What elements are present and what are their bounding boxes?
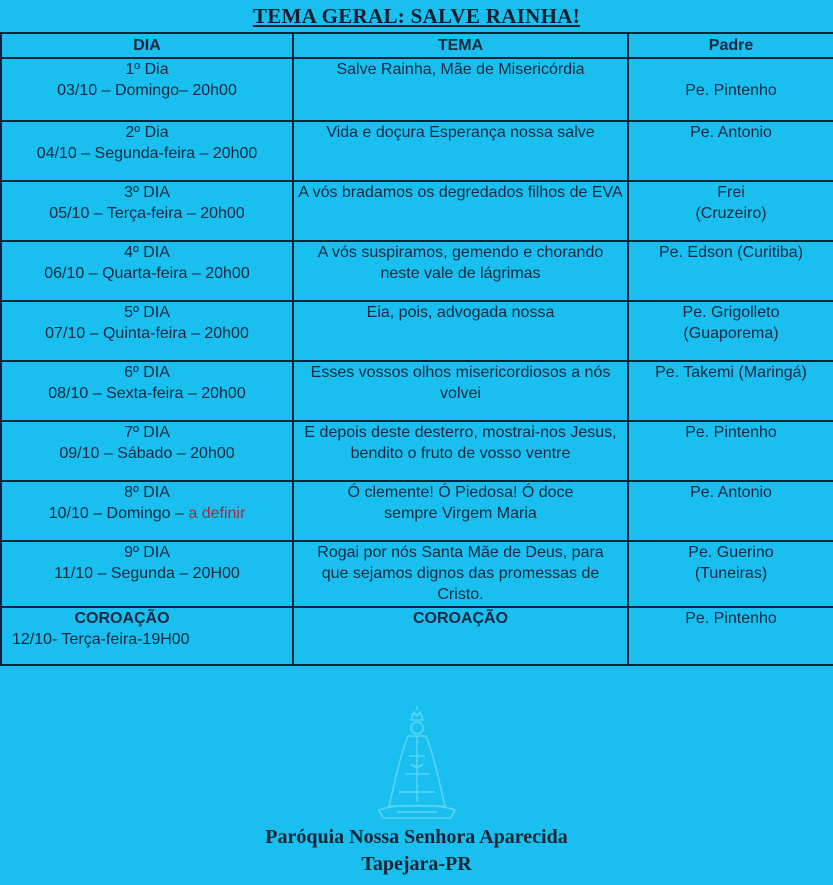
dia-label: 2º Dia (125, 124, 169, 141)
table-row (1, 121, 833, 181)
tema-cell: Esses vossos olhos misericordiosos a nós volvei (293, 361, 628, 421)
dia-label: 5º DIA (124, 304, 170, 321)
dia-cell (1, 58, 293, 121)
padre-cell: Pe. Grigolleto (Guaporema) (628, 301, 833, 361)
header-dia: DIA (1, 33, 293, 58)
padre-cell: Pe. Edson (Curitiba) (628, 241, 833, 301)
dia-date-line (6, 503, 288, 524)
padre-cell: Pe. Pintenho (628, 421, 833, 481)
dia-cell (1, 121, 293, 181)
dia-label: 9º DIA (124, 544, 170, 561)
tema-cell: Eia, pois, advogada nossa (293, 301, 628, 361)
dia-cell (1, 541, 293, 607)
dia-date: 07/10 – Quinta-feira – 20h00 (45, 325, 249, 342)
table-row (1, 481, 833, 541)
tema-cell: A vós bradamos os degredados filhos de EVA (293, 181, 628, 241)
our-lady-aparecida-logo (375, 706, 459, 824)
header-padre: Padre (628, 33, 833, 58)
tema-cell: Vida e doçura Esperança nossa salve (293, 121, 628, 181)
dia-label: 8º DIA (124, 484, 170, 501)
tema-cell: Salve Rainha, Mãe de Misericórdia (293, 58, 628, 121)
dia-label: 6º DIA (124, 364, 170, 381)
padre-cell: Pe. Antonio (628, 121, 833, 181)
padre-cell: Pe. Antonio (628, 481, 833, 541)
dia-date: 05/10 – Terça-feira – 20h00 (49, 205, 245, 222)
dia-date: 10/10 – Domingo – (48, 505, 184, 522)
schedule-table (0, 32, 833, 666)
coronation-label: COROAÇÃO (74, 610, 170, 627)
tema-cell: E depois deste desterro, mostrai-nos Jesus, bendito o fruto de vosso ventre (293, 421, 628, 481)
table-header-row (1, 33, 833, 58)
table-row (1, 181, 833, 241)
dia-date: 04/10 – Segunda-feira – 20h00 (36, 145, 258, 162)
dia-cell (1, 607, 293, 665)
dia-date: 08/10 – Sexta-feira – 20h00 (48, 385, 246, 402)
table-row (1, 541, 833, 607)
dia-cell (1, 361, 293, 421)
parish-city: Tapejara-PR (361, 853, 472, 875)
table-row (1, 301, 833, 361)
parish-name: Paróquia Nossa Senhora Aparecida (265, 826, 568, 848)
to-be-defined-note: a definir (188, 505, 246, 522)
dia-date: 03/10 – Domingo– 20h00 (57, 82, 237, 99)
table-row (1, 421, 833, 481)
dia-cell (1, 241, 293, 301)
coronation-tema: COROAÇÃO (293, 607, 628, 665)
tema-cell: A vós suspiramos, gemendo e chorando neste vale de lágrimas (293, 241, 628, 301)
padre-cell: Frei (Cruzeiro) (628, 181, 833, 241)
dia-label: 4º DIA (124, 244, 170, 261)
dia-label: 1º Dia (125, 61, 169, 78)
tema-cell: Rogai por nós Santa Mãe de Deus, para que sejamos dignos das promessas de Cristo. (293, 541, 628, 607)
padre-cell: Pe. Takemi (Maringá) (628, 361, 833, 421)
dia-date: 09/10 – Sábado – 20h00 (59, 445, 235, 462)
dia-cell (1, 301, 293, 361)
padre-cell: Pe. Pintenho (628, 58, 833, 121)
header-tema: TEMA (293, 33, 628, 58)
dia-label: 3º DIA (124, 184, 170, 201)
coronation-padre: Pe. Pintenho (628, 607, 833, 665)
dia-cell (1, 481, 293, 541)
table-row (1, 361, 833, 421)
page-title: TEMA GERAL: SALVE RAINHA! (252, 4, 581, 28)
coronation-date: 12/10- Terça-feira-19H00 (12, 631, 190, 648)
dia-label: 7º DIA (124, 424, 170, 441)
dia-cell (1, 181, 293, 241)
coronation-row (1, 607, 833, 665)
dia-date: 06/10 – Quarta-feira – 20h00 (44, 265, 250, 282)
dia-cell (1, 421, 293, 481)
tema-cell: Ó clemente! Ó Piedosa! Ó doce sempre Virgem Maria (293, 481, 628, 541)
table-row (1, 241, 833, 301)
table-row (1, 58, 833, 121)
dia-date: 11/10 – Segunda – 20H00 (54, 565, 240, 582)
padre-cell: Pe. Guerino (Tuneiras) (628, 541, 833, 607)
